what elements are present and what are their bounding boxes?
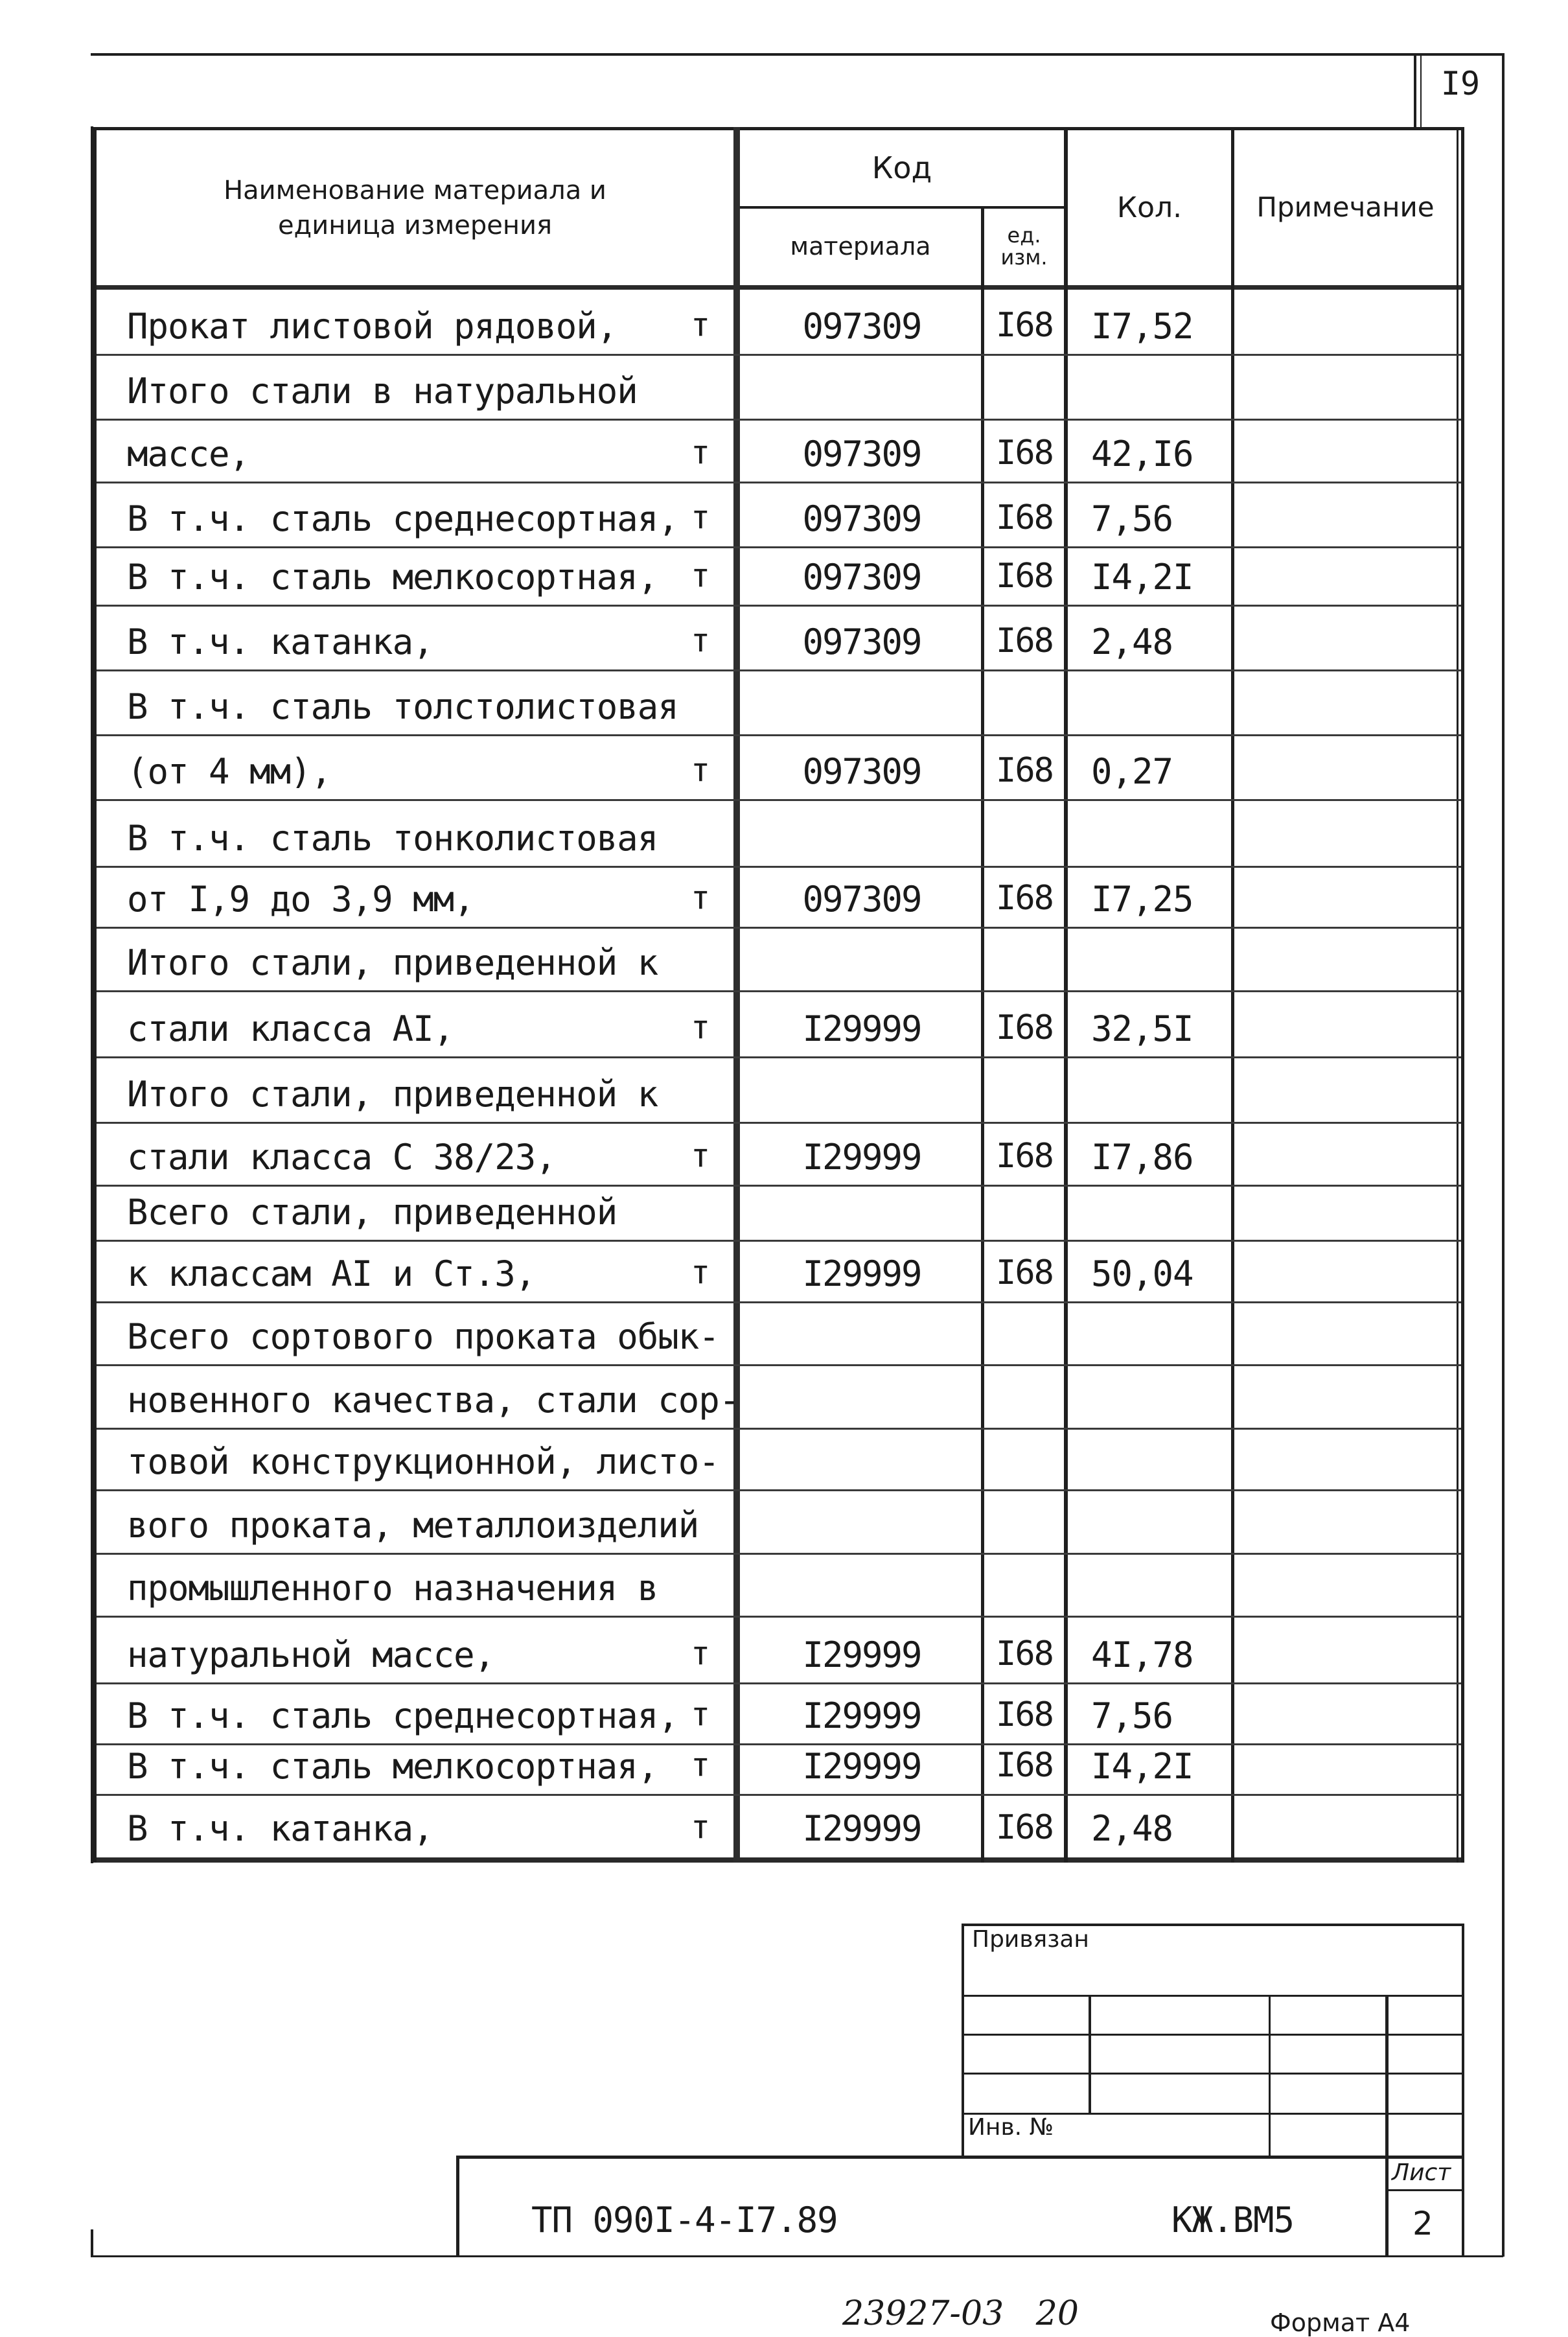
- row-unit: т: [691, 1808, 711, 1846]
- row-quantity: 32,5I: [1091, 1008, 1193, 1049]
- row-unit-code: I68: [996, 879, 1053, 918]
- row-separator: [97, 1616, 1461, 1618]
- row-material-code: I29999: [802, 1695, 921, 1736]
- row-separator: [97, 1122, 1461, 1124]
- tb-main-left: [456, 2156, 459, 2257]
- row-name: к классам AI и Ст.3,: [127, 1253, 536, 1294]
- row-separator: [97, 1553, 1461, 1555]
- row-unit: т: [691, 1253, 711, 1291]
- row-quantity: I7,25: [1091, 879, 1193, 920]
- row-separator: [97, 1682, 1461, 1684]
- row-separator: [97, 1301, 1461, 1303]
- tb-bound-left: [962, 1924, 964, 2158]
- row-quantity: I7,52: [1091, 306, 1193, 347]
- inv-label: Инв. №: [968, 2114, 1054, 2141]
- row-separator: [97, 1743, 1461, 1745]
- header-code-unit: ед. изм.: [1000, 223, 1048, 270]
- row-unit-code: I68: [996, 1634, 1053, 1673]
- row-quantity: 2,48: [1091, 622, 1173, 662]
- header-qty: Кол.: [1116, 191, 1182, 224]
- row-name: Итого стали, приведенной к: [127, 1074, 658, 1115]
- row-name: товой конструкционной, листо-: [127, 1441, 719, 1482]
- row-material-code: I29999: [802, 1253, 921, 1294]
- row-name: новенного качества, стали сор-: [127, 1380, 740, 1421]
- project-code: ТП 090I-4-I7.89: [531, 2200, 838, 2240]
- row-unit: т: [691, 434, 711, 471]
- row-separator: [97, 605, 1461, 607]
- row-separator: [97, 799, 1461, 801]
- row-name: промышленного назначения в: [127, 1568, 658, 1609]
- row-material-code: I29999: [802, 1008, 921, 1049]
- row-name: В т.ч. сталь толстолистовая: [127, 686, 678, 727]
- row-separator: [97, 546, 1461, 548]
- row-quantity: I4,2I: [1091, 557, 1193, 598]
- col-divider-uom: [1064, 127, 1068, 1863]
- tb-sheet-h: [1385, 2189, 1464, 2191]
- row-quantity: 42,I6: [1091, 434, 1193, 474]
- row-separator: [97, 419, 1461, 421]
- row-separator: [97, 1185, 1461, 1187]
- row-unit-code: I68: [996, 498, 1053, 537]
- row-name: вого проката, металлоизделий: [127, 1505, 699, 1546]
- row-separator: [97, 482, 1461, 483]
- row-quantity: 0,27: [1091, 751, 1173, 792]
- header-name: Наименование материала и единица измерения: [224, 175, 606, 240]
- col-divider-name: [733, 127, 740, 1863]
- row-name: от I,9 до 3,9 мм,: [127, 879, 474, 920]
- row-name: Итого стали в натуральной: [127, 371, 638, 412]
- tb-grid-h1: [962, 1995, 1464, 1997]
- row-separator: [97, 354, 1461, 356]
- row-separator: [97, 734, 1461, 736]
- row-separator: [97, 990, 1461, 992]
- row-material-code: I29999: [802, 1746, 921, 1787]
- row-name: В т.ч. сталь мелкосортная,: [127, 1746, 658, 1787]
- tb-bound-right: [1462, 1924, 1464, 2158]
- table-bottom-line: [93, 1857, 1464, 1863]
- table-right-line: [1461, 127, 1464, 1863]
- row-unit-code: I68: [996, 1695, 1053, 1734]
- row-name: стали класса AI,: [127, 1008, 454, 1049]
- row-quantity: 7,56: [1091, 1695, 1173, 1736]
- row-quantity: I4,2I: [1091, 1746, 1193, 1787]
- row-unit: т: [691, 1634, 711, 1672]
- row-separator: [97, 1428, 1461, 1430]
- row-unit-code: I68: [996, 1253, 1053, 1292]
- row-unit: т: [691, 557, 711, 594]
- row-material-code: I29999: [802, 1808, 921, 1849]
- row-unit-code: I68: [996, 751, 1053, 790]
- sheet-number-top: I9: [1440, 65, 1481, 102]
- row-quantity: 7,56: [1091, 498, 1173, 539]
- row-name: Прокат листовой рядовой,: [127, 306, 617, 347]
- row-unit: т: [691, 498, 711, 536]
- frame-top-line: [91, 53, 1503, 56]
- row-unit-code: I68: [996, 1008, 1053, 1047]
- row-name: В т.ч. катанка,: [127, 622, 433, 662]
- row-separator: [97, 669, 1461, 671]
- row-material-code: 097309: [802, 879, 921, 920]
- tb-grid-h3: [962, 2073, 1464, 2075]
- bound-label: Привязан: [972, 1926, 1089, 1953]
- row-separator: [97, 1240, 1461, 1242]
- row-unit-code: I68: [996, 1808, 1053, 1847]
- sheet-label: Лист: [1392, 2159, 1451, 2186]
- tb-grid-v1: [1089, 1995, 1091, 2114]
- tb-sheet-right: [1462, 2156, 1464, 2257]
- sheet-box-left: [1414, 53, 1416, 130]
- row-name: Всего стали, приведенной: [127, 1192, 617, 1233]
- table-header-bottom-line: [93, 285, 1464, 290]
- row-unit: т: [691, 1746, 711, 1784]
- tb-grid-h2: [962, 2034, 1464, 2036]
- header-code-material: материала: [790, 232, 931, 261]
- row-unit-code: I68: [996, 434, 1053, 472]
- row-material-code: 097309: [802, 434, 921, 474]
- header-code-group: Код: [871, 150, 932, 186]
- row-unit: т: [691, 1137, 711, 1174]
- tb-grid-v2: [1269, 1995, 1271, 2158]
- row-material-code: 097309: [802, 622, 921, 662]
- row-name: Всего сортового проката обык-: [127, 1316, 719, 1357]
- row-quantity: 4I,78: [1091, 1634, 1193, 1675]
- row-name: (от 4 мм),: [127, 751, 332, 792]
- row-unit: т: [691, 1008, 711, 1046]
- row-unit: т: [691, 751, 711, 789]
- row-name: В т.ч. сталь среднесортная,: [127, 1695, 678, 1736]
- table-left-line: [93, 127, 97, 1863]
- row-separator: [97, 866, 1461, 868]
- col-divider-qty: [1231, 127, 1234, 1863]
- row-separator: [97, 927, 1461, 929]
- row-unit: т: [691, 879, 711, 916]
- frame-left-line-lower: [91, 2229, 93, 2257]
- row-material-code: 097309: [802, 751, 921, 792]
- stamp-number: 23927-03 20: [842, 2294, 1079, 2333]
- tb-main-top: [457, 2156, 1464, 2159]
- row-material-code: I29999: [802, 1137, 921, 1178]
- row-quantity: 2,48: [1091, 1808, 1173, 1849]
- row-name: В т.ч. сталь среднесортная,: [127, 498, 678, 539]
- row-unit-code: I68: [996, 1746, 1053, 1785]
- table-right-inner-line: [1457, 127, 1458, 1863]
- row-separator: [97, 1364, 1461, 1366]
- row-separator: [97, 1794, 1461, 1796]
- row-material-code: I29999: [802, 1634, 921, 1675]
- header-note: Примечание: [1256, 191, 1435, 224]
- row-quantity: I7,86: [1091, 1137, 1193, 1178]
- row-quantity: 50,04: [1091, 1253, 1193, 1294]
- row-name: массе,: [127, 434, 250, 474]
- row-name: В т.ч. катанка,: [127, 1808, 433, 1849]
- row-name: В т.ч. сталь тонколистовая: [127, 818, 658, 859]
- row-material-code: 097309: [802, 306, 921, 347]
- row-name: Итого стали, приведенной к: [127, 942, 658, 983]
- row-unit: т: [691, 1695, 711, 1733]
- row-name: натуральной массе,: [127, 1634, 495, 1675]
- row-unit-code: I68: [996, 306, 1053, 345]
- frame-right-line: [1502, 53, 1505, 2257]
- row-unit-code: I68: [996, 622, 1053, 660]
- row-unit-code: I68: [996, 1137, 1053, 1176]
- row-unit: т: [691, 306, 711, 343]
- tb-grid-v3: [1385, 1995, 1389, 2257]
- row-name: стали класса С 38/23,: [127, 1137, 556, 1178]
- doc-code: КЖ.ВМ5: [1171, 2200, 1295, 2240]
- row-separator: [97, 1056, 1461, 1058]
- format-label: Формат А4: [1270, 2308, 1411, 2337]
- sheet-value: 2: [1412, 2205, 1433, 2242]
- row-name: В т.ч. сталь мелкосортная,: [127, 557, 658, 598]
- row-unit-code: I68: [996, 557, 1053, 596]
- row-separator: [97, 1489, 1461, 1491]
- row-material-code: 097309: [802, 498, 921, 539]
- sheet-box-left-2: [1420, 53, 1422, 130]
- row-material-code: 097309: [802, 557, 921, 598]
- frame-bottom-line: [91, 2255, 1503, 2257]
- row-unit: т: [691, 622, 711, 659]
